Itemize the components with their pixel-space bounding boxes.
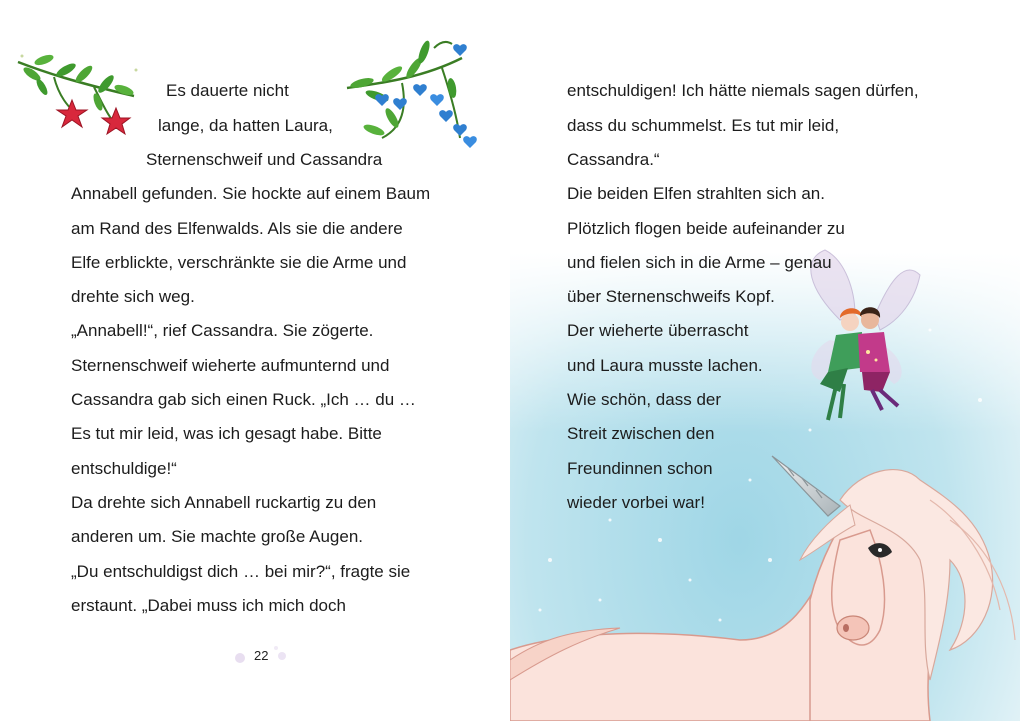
blue-heart-vine-icon — [342, 38, 482, 158]
text-line: anderen um. Sie machte große Augen. — [71, 527, 364, 546]
text-line: dass du schummelst. Es tut mir leid, — [567, 116, 840, 135]
text-line: Der wieherte überrascht — [567, 321, 749, 340]
text-line: Elfe erblickte, verschränkte sie die Arme und — [71, 253, 407, 272]
text-line: Freundinnen schon — [567, 459, 713, 478]
text-line: Streit zwischen den — [567, 424, 715, 443]
text-line: Sternenschweif und Cassandra — [146, 150, 383, 169]
text-line: und Laura musste lachen. — [567, 356, 763, 375]
blue-heart-icon — [430, 94, 444, 106]
blue-heart-icon — [453, 44, 467, 56]
text-line: drehte sich weg. — [71, 287, 195, 306]
red-star-icon — [57, 100, 87, 127]
blue-heart-icon — [463, 136, 477, 148]
text-line: Da drehte sich Annabell ruckartig zu den — [71, 493, 377, 512]
text-line: „Annabell!“, rief Cassandra. Sie zögerte. — [71, 321, 374, 340]
text-line: Sternenschweif wieherte aufmunternd und — [71, 356, 390, 375]
text-line: am Rand des Elfenwalds. Als sie die andere — [71, 219, 403, 238]
text-line: Es dauerte nicht — [166, 81, 289, 100]
text-line: entschuldige!“ — [71, 459, 177, 478]
text-line: und fielen sich in die Arme – genau — [567, 253, 832, 272]
right-page — [510, 0, 1020, 721]
text-line: Plötzlich flogen beide aufeinander zu — [567, 219, 845, 238]
text-line: wieder vorbei war! — [567, 493, 705, 512]
blue-heart-icon — [413, 84, 427, 96]
page-number: 22 — [254, 648, 269, 663]
text-line: entschuldigen! Ich hätte niemals sagen dürfen, — [567, 81, 919, 100]
text-line: Die beiden Elfen strahlten sich an. — [567, 184, 825, 203]
text-line: Wie schön, dass der — [567, 390, 722, 409]
blue-heart-icon — [453, 124, 467, 136]
blue-heart-icon — [439, 110, 453, 122]
text-line: Es tut mir leid, was ich gesagt habe. Bitte — [71, 424, 382, 443]
text-line: Cassandra.“ — [567, 150, 660, 169]
text-line: lange, da hatten Laura, — [158, 116, 333, 135]
red-star-vine-icon — [14, 52, 144, 147]
text-line: Cassandra gab sich einen Ruck. „Ich … du … — [71, 390, 416, 409]
text-line: „Du entschuldigst dich … bei mir?“, fragte sie — [71, 562, 411, 581]
blue-heart-icon — [393, 98, 407, 110]
text-line: über Sternenschweifs Kopf. — [567, 287, 775, 306]
text-line: Annabell gefunden. Sie hockte auf einem Baum — [71, 184, 431, 203]
text-line: erstaunt. „Dabei muss ich mich doch — [71, 596, 346, 615]
